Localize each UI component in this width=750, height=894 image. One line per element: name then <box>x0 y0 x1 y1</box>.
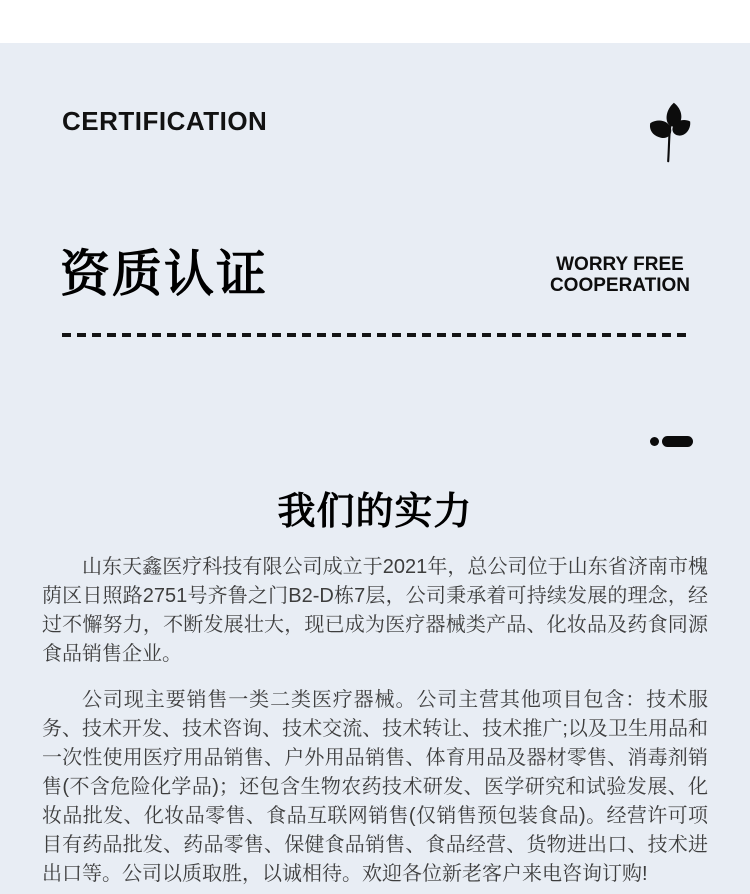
dot-icon <box>650 437 659 446</box>
dash-icon <box>662 436 693 447</box>
certification-section <box>0 43 750 894</box>
certification-eyebrow: CERTIFICATION <box>62 106 268 136</box>
paragraph-company-intro: 山东天鑫医疗科技有限公司成立于2021年，总公司位于山东省济南市槐荫区日照路2751号齐鲁之门B2-D栋7层，公司秉承着可持续发展的理念，经过不懈努力，不断发展壮大，现已成为医疗器械类产品、化妆品及药食同源食品销售企业。 <box>42 556 708 665</box>
slogan-text <box>550 254 690 296</box>
dot-dash-icon <box>650 436 693 447</box>
dashed-divider <box>62 333 690 337</box>
company-intro-block <box>42 553 708 894</box>
section-title-cn: 资质认证 <box>60 246 268 302</box>
leaf-sprig-icon <box>643 100 695 164</box>
strength-heading: 我们的实力 <box>277 491 473 533</box>
slogan-line2: COOPERATION <box>549 275 690 296</box>
slogan-line1: WORRY FREE <box>556 254 684 275</box>
paragraph-business-scope: 公司现主要销售一类二类医疗器械。公司主营其他项目包含：技术服务、技术开发、技术咨询、技术交流、技术转让、技术推广;以及卫生用品和一次性使用医疗用品销售、户外用品销售、体育用品及器材零售、消毒剂销售(不含危险化学品)；还包含生物农药技术研发、医学研究和试验发展、化妆品批发、化妆品零售、食品互联网销售(仅销售预包装食品)。经营许可项目有药品批发、药品零售、保健食品销售、食品经营、货物进出口、技术进出口等。公司以质取胜，以诚相待。欢迎各位新老客户来电咨询订购! <box>42 689 708 885</box>
